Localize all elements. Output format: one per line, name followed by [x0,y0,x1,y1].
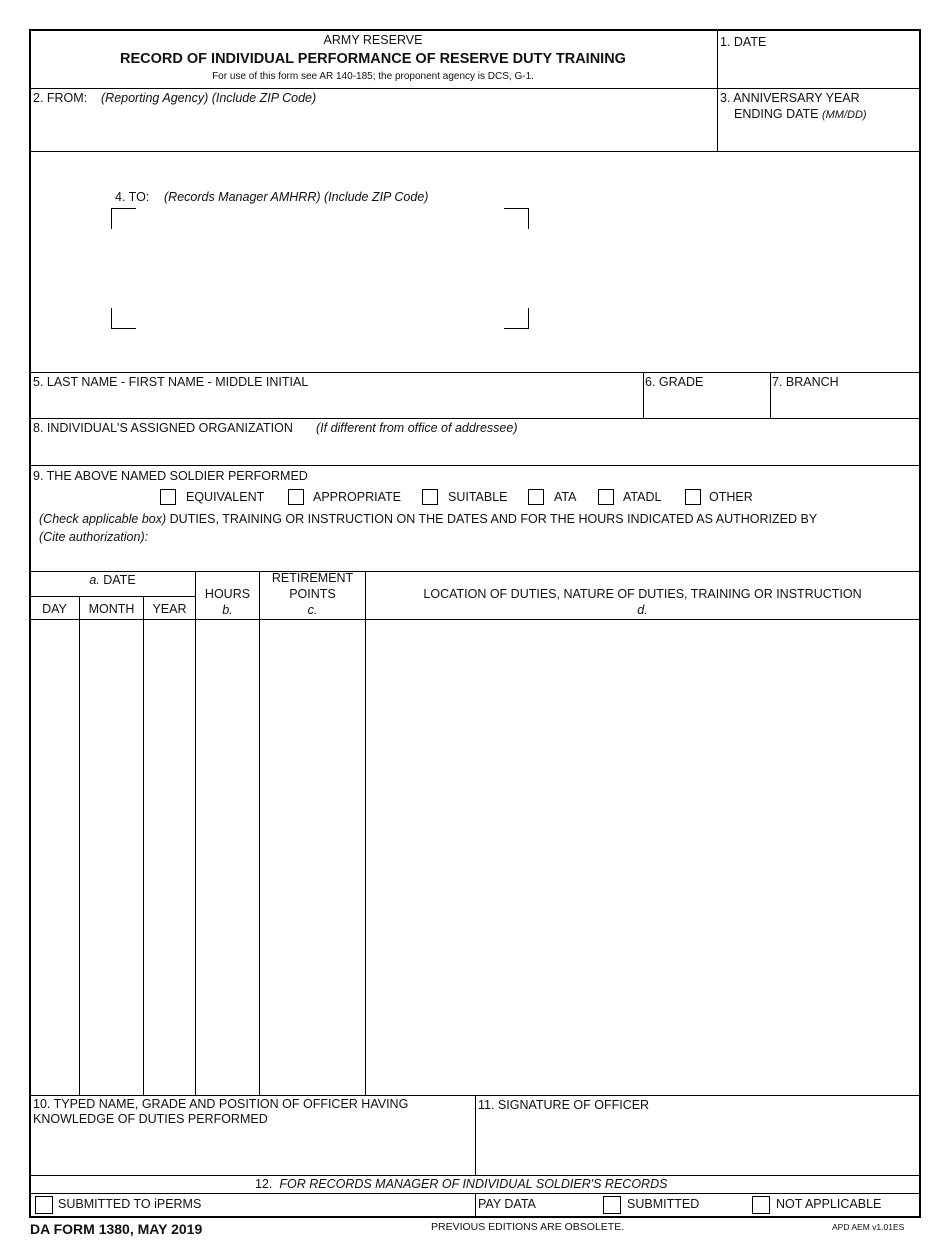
atadl-label: ATADL [623,490,662,504]
grade-label: 6. GRADE [645,375,704,389]
submitted-iperms-label: SUBMITTED TO iPERMS [58,1197,202,1211]
officer-field[interactable] [31,1130,473,1173]
other-label: OTHER [709,490,753,504]
points-sub: c. [307,603,318,617]
officer-label-2: KNOWLEDGE OF DUTIES PERFORMED [33,1112,268,1126]
to-hint: (Records Manager AMHRR) (Include ZIP Code) [164,190,429,204]
duties-text: (Check applicable box) DUTIES, TRAINING OR INSTRUCTION ON THE DATES AND FOR THE HOURS INDICATED AS AUTHORIZED BY [39,512,818,526]
organization-hint: (If different from office of addressee) [316,421,518,435]
authorization-field[interactable] [160,528,915,568]
form-subtitle: For use of this form see AR 140-185; the proponent agency is DCS, G-1. [212,71,534,82]
hours-sub: b. [222,603,233,617]
to-address-field[interactable] [114,212,524,325]
from-label: 2. FROM: [33,91,88,105]
agency-label: ARMY RESERVE [323,33,423,47]
anniversary-label-2: ENDING DATE (MM/DD) [734,107,867,121]
obsolete-notice: PREVIOUS EDITIONS ARE OBSOLETE. [431,1221,625,1233]
location-header: LOCATION OF DUTIES, NATURE OF DUTIES, TRAINING OR INSTRUCTION [423,587,862,601]
date-column-label: a. DATE [89,573,136,587]
hours-header: HOURS [204,587,251,601]
day-column-field[interactable] [31,621,78,1093]
equivalent-checkbox[interactable] [160,489,176,505]
cite-authorization-label: (Cite authorization): [39,530,149,544]
branch-field[interactable] [772,392,919,417]
from-hint: (Reporting Agency) (Include ZIP Code) [101,91,317,105]
grade-field[interactable] [645,392,768,417]
day-header: DAY [42,602,67,616]
not-applicable-checkbox[interactable] [752,1196,770,1214]
name-label: 5. LAST NAME - FIRST NAME - MIDDLE INITIAL [33,375,309,389]
appropriate-label: APPROPRIATE [313,490,401,504]
performed-label: 9. THE ABOVE NAMED SOLDIER PERFORMED [33,469,308,483]
retirement-header: RETIREMENT [271,571,354,585]
atadl-checkbox[interactable] [598,489,614,505]
anniversary-label: 3. ANNIVERSARY YEAR [720,91,860,105]
officer-label: 10. TYPED NAME, GRADE AND POSITION OF OFFICER HAVING [33,1097,409,1111]
form-id: DA FORM 1380, MAY 2019 [30,1221,203,1237]
year-header: YEAR [152,602,187,616]
organization-field[interactable] [31,438,919,463]
ata-checkbox[interactable] [528,489,544,505]
suitable-checkbox[interactable] [422,489,438,505]
name-field[interactable] [31,392,641,417]
submitted-checkbox[interactable] [603,1196,621,1214]
anniversary-field[interactable] [718,124,919,150]
date-field[interactable] [718,52,919,87]
submitted-iperms-checkbox[interactable] [35,1196,53,1214]
not-applicable-label: NOT APPLICABLE [776,1197,882,1211]
other-checkbox[interactable] [685,489,701,505]
month-column-field[interactable] [81,621,142,1093]
signature-field[interactable] [477,1115,919,1173]
submitted-label: SUBMITTED [627,1197,700,1211]
form-title: RECORD OF INDIVIDUAL PERFORMANCE OF RESERVE DUTY TRAINING [120,51,626,67]
location-sub: d. [637,603,648,617]
suitable-label: SUITABLE [448,490,508,504]
year-column-field[interactable] [145,621,194,1093]
branch-label: 7. BRANCH [772,375,839,389]
points-column-field[interactable] [261,621,364,1093]
version-label: APD AEM v1.01ES [832,1222,905,1232]
hours-column-field[interactable] [197,621,258,1093]
signature-label: 11. SIGNATURE OF OFFICER [478,1098,650,1112]
month-header: MONTH [88,602,135,616]
from-field[interactable] [31,108,715,150]
equivalent-label: EQUIVALENT [186,490,265,504]
location-column-field[interactable] [367,621,919,1093]
to-label: 4. TO: [115,190,150,204]
date-field-label: 1. DATE [720,35,767,49]
pay-data-label: PAY DATA [478,1197,536,1211]
appropriate-checkbox[interactable] [288,489,304,505]
records-manager-label: 12. FOR RECORDS MANAGER OF INDIVIDUAL SOLDIER'S RECORDS [255,1177,668,1191]
ata-label: ATA [554,490,577,504]
points-header: POINTS [289,587,336,601]
organization-label: 8. INDIVIDUAL'S ASSIGNED ORGANIZATION [33,421,293,435]
